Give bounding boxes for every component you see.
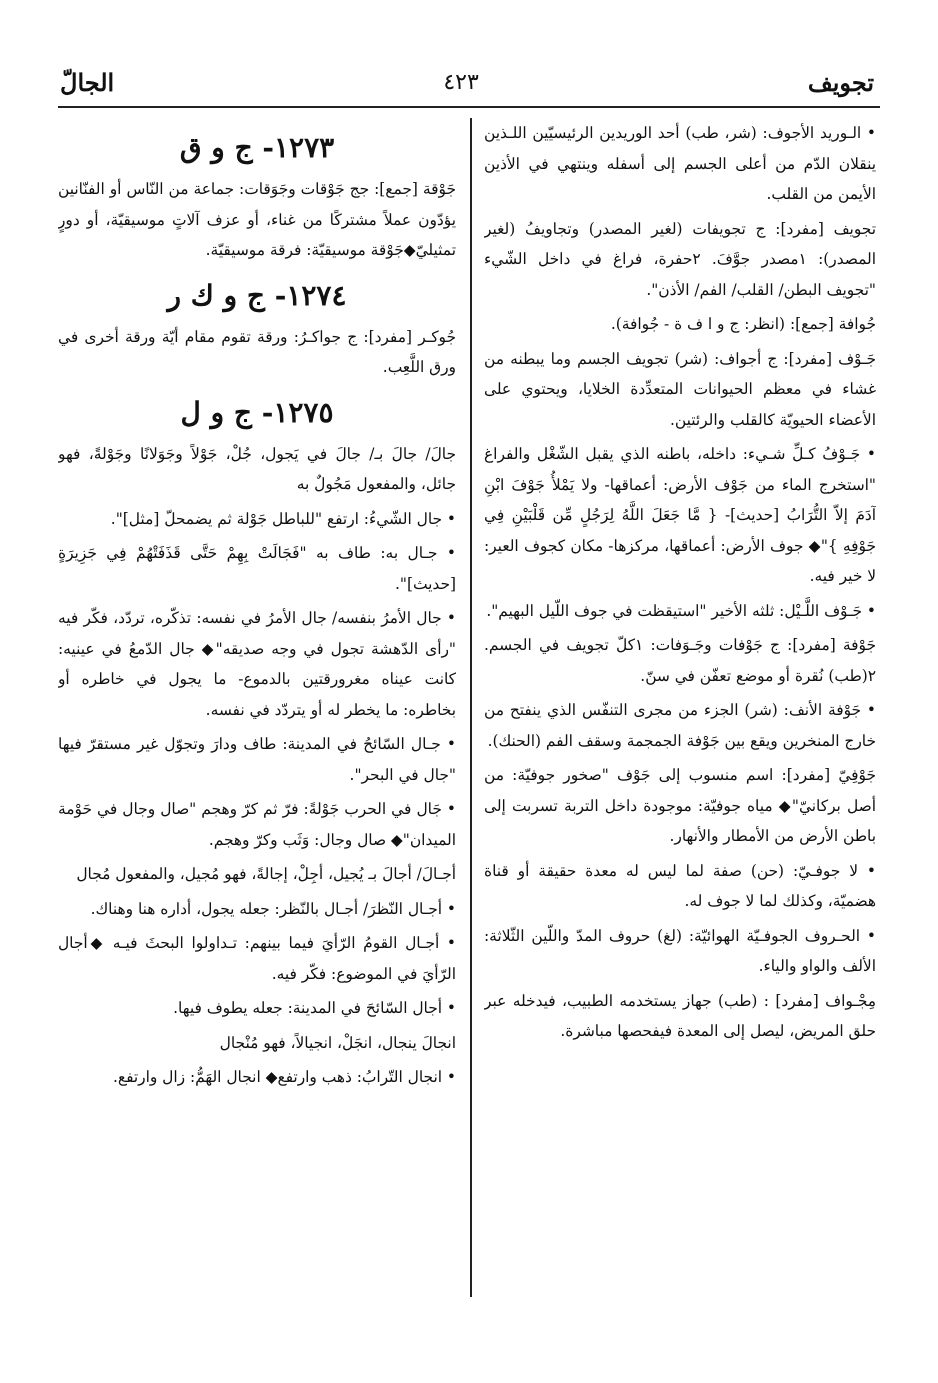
- entry: جَوْفة [مفرد]: ج جَوْفات وجَـوَفات: ١كلّ تجويف في الجسم. ٢(طب) نُقرة أو موضع تعفّن في سنّ.: [484, 636, 876, 685]
- entry: • الـوريد الأجوف: (شر، طب) أحد الوريدين الرئيسيّين اللـذين ينقلان الدّم من أعلى الجسم إلى أسفله وينتهي في الأذين الأيمن من القلب.: [484, 124, 876, 203]
- header-rule: [58, 106, 880, 108]
- entry: • انجال التّرابُ: ذهب وارتفع◆ انجال الهَمُّ: زال وارتفع.: [113, 1068, 456, 1086]
- entry: أجـالَ/ أجالَ بـ يُجيل، أجِلْ، إجالةً، فهو مُجيل، والمفعول مُجال: [76, 865, 456, 883]
- entry: انجالَ ينجال، انجَلْ، انجيالاً، فهو مُنْجال: [219, 1033, 456, 1052]
- header-first-word: تجويف: [807, 67, 874, 97]
- entry: • جال الأمرُ بنفسه/ جال الأمرُ في نفسه: تذكّره، تردّد، فكّر فيه "رأى الدّهشة تجول في وجه صديقه"◆ جال الدّمعُ في عينيه: كانت عيناه مغرورقتين بالدموع- ما يجول في خاطره أو بخاطره: ما يخطر له أو يتردّد في نفسه.: [58, 609, 456, 719]
- entry: • جـال به: طاف به "فَجَالَتْ بِهِمْ حَتَّى قَذَفَتْهُمْ فِي جَزِيرَةٍ [حديث]".: [58, 544, 456, 593]
- entry: • جال الشّيءُ: ارتفع "للباطل جَوْلة ثم يضمحلّ [مثل]".: [110, 509, 456, 528]
- root-heading: ١٢٧٤- ج و ك ر: [167, 278, 347, 312]
- entry: مِجْـواف [مفرد] : (طب) جهاز يستخدمه الطبيب، فيدخله عبر حلق المريض، ليصل إلى المعدة فيفحصها مباشرة.: [484, 991, 876, 1040]
- entry: • جَـوْفُ كـلِّ شـيء: داخله، باطنه الذي يقبل الشّغْل والفراغ "استخرج الماء من جَوْف الأرض: أعماقها- ولا يَمْلأُ جَوْفَ ابْنِ آدَمَ إلاّ التُّرَابُ [حديث]- { مَّا جَعَلَ اللَّهُ لِرَجُلٍ مِّن قَلْبَيْنِ فِي جَوْفِهِ }"◆ جوف الأرض: أعماقها، مركزها- مكان كجوف العير: لا خير فيه.: [484, 445, 876, 585]
- root-heading: ١٢٧٣- ج و ق: [179, 131, 335, 164]
- page-number: ٤٢٣: [443, 69, 479, 95]
- entry: جَـوْف [مفرد]: ج أجواف: (شر) تجويف الجسم وما يبطنه من غشاء في معظم الحيوانات المتعدِّدة الخلايا، ويحتوي على الأعضاء الحيويّة كالقلب والرئتين.: [484, 349, 876, 429]
- entry: • أجـال النّظرَ/ أجـال بالنّظر: جعله يجول، أداره هنا وهناك.: [90, 899, 456, 918]
- header-last-word: الجالّ: [60, 67, 115, 97]
- entry: • جَوْفة الأنف: (شر) الجزء من مجرى التنفّس الذي ينفتح من خارج المنخرين ويقع بين جَوْفة الجمجمة وسقف الفم (الحنك).: [484, 701, 876, 750]
- root-heading: ١٢٧٥- ج و ل: [180, 395, 334, 429]
- entry: • جَـوْف اللَّـيْل: ثلثه الأخير "استيقظت في جوف اللّيل البهيم".: [486, 601, 876, 620]
- entry: • أجـال القومُ الرّأيَ فيما بينهم: تـداولوا البحثَ فيـه ◆أجال الرّأيَ في الموضوع: فكّر فيه.: [58, 934, 456, 983]
- page-header: [60, 62, 874, 102]
- left-column: [58, 118, 456, 1298]
- entry: • أجال السّائحَ في المدينة: جعله يطوف فيها.: [173, 999, 456, 1017]
- entry: جَوْقة [جمع]: جج جَوْقات وجَوَقات: جماعة من النّاس أو الفنّانين يؤدّون عملاً مشتركًا من غناء، أو عزف آلاتٍ موسيقيّة، أو دورٍ تمثيليّ◆جَوْقة موسيقيّة: فرقة موسيقيّة.: [58, 180, 456, 259]
- entry: • لا جوفـيّ: (حن) صفة لما ليس له معدة حقيقة أو قناة هضميّة، وكذلك لما لا جوف له.: [484, 861, 876, 910]
- entry: جَوْفِيّ [مفرد]: اسم منسوب إلى جَوْف "صخور جوفيّة: من أصل بركانيّ"◆ مياه جوفيّة: موجودة داخل التربة تسربت إلى باطن الأرض من الأمطار والأنهار.: [484, 766, 876, 845]
- entry: تجويف [مفرد]: ج تجويفات (لغير المصدر) وتجاويفُ (لغير المصدر): ١مصدر جوَّفَ. ٢حفرة، فراغ في داخل الشّيء "تجويف البطن/ القلب/ الفم/ الأذن".: [484, 219, 876, 299]
- entry: • الحـروف الجوفـيّة الهوائيّة: (لغ) حروف المدّ واللّين الثّلاثة: الألف والواو والياء.: [484, 926, 876, 975]
- entry: جالَ/ جالَ بـ/ جالَ في يَجول، جُلْ، جَوْلاً وجَوَلانًا وجَوْلةً، فهو جائل، والمفعول مَجُولٌ به: [58, 444, 456, 493]
- column-divider: [470, 118, 472, 1297]
- right-column: [484, 118, 876, 1298]
- entry: • جـال السّائحُ في المدينة: طاف ودارَ وتجوّل غير مستقرّ فيها "جال في البحر".: [58, 735, 456, 784]
- entry: جُوكـر [مفرد]: ج جواكـرُ: ورقة تقوم مقام أيّة ورقة أخرى في ورق اللَّعِب.: [58, 327, 456, 376]
- entry: • جَال في الحرب جَوْلةً: فرّ ثم كرّ وهجم "صال وجال في حَوْمة الميدان"◆ صال وجال: وَثَب وكرّ وهجم.: [58, 800, 456, 849]
- entry: جُوافة [جمع]: (انظر: ج و ا ف ة - جُوافة).: [610, 315, 876, 333]
